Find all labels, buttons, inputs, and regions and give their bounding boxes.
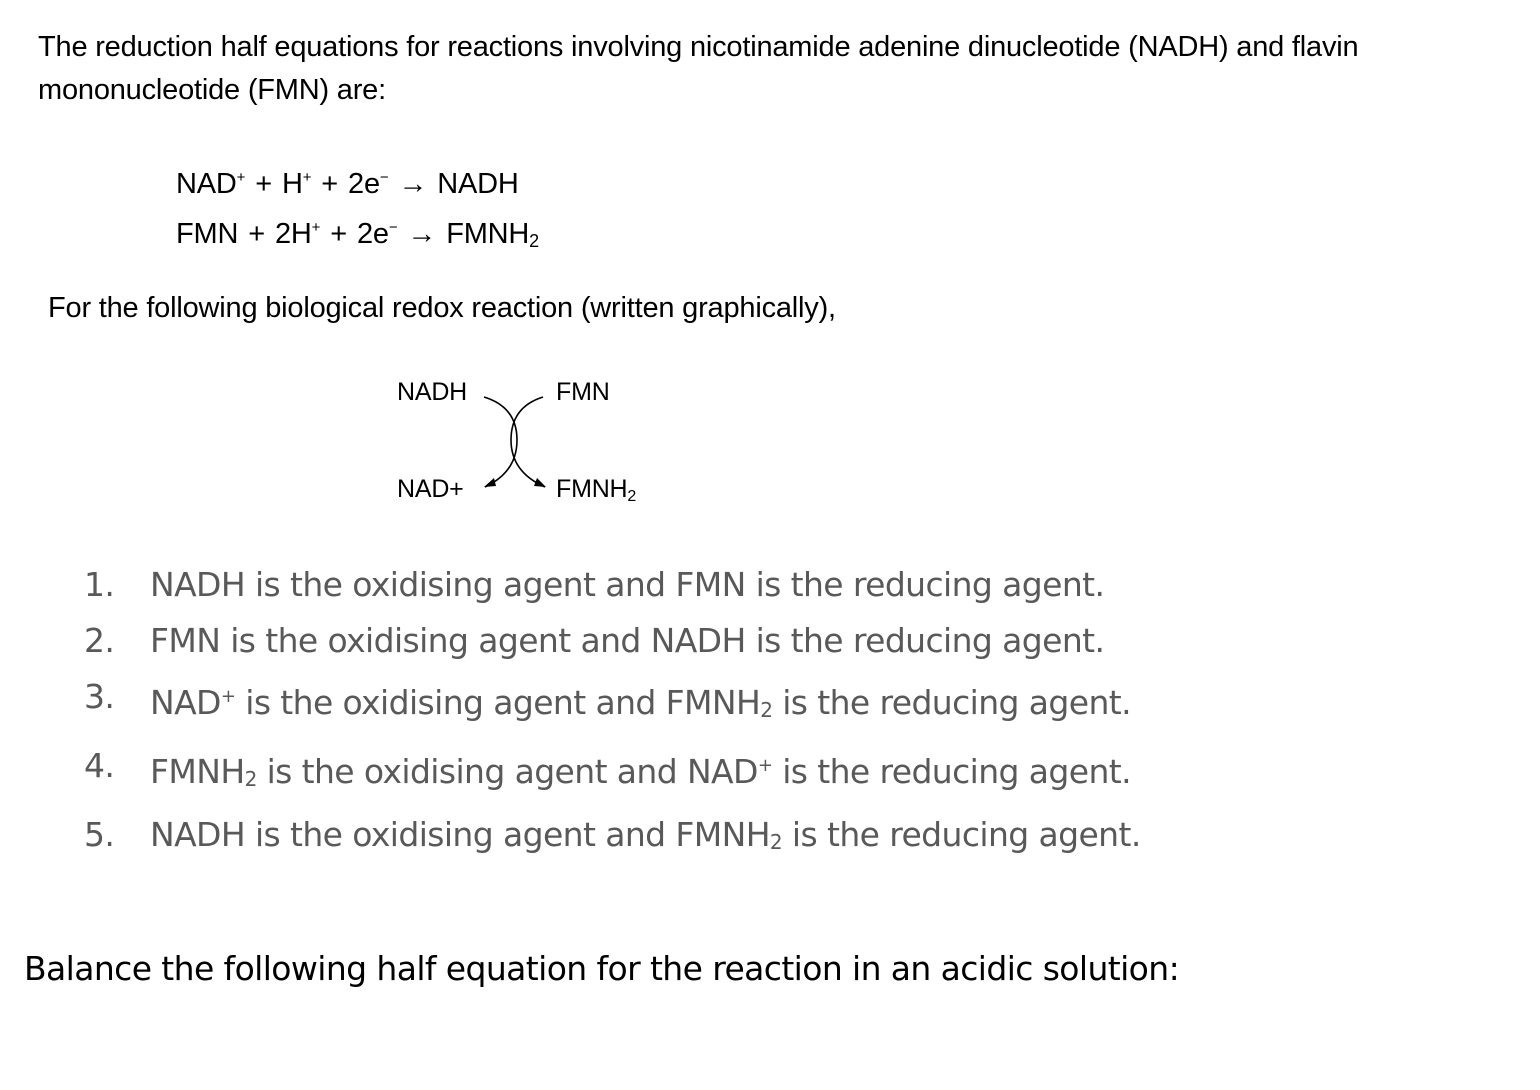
- electrons: 2e: [356, 218, 389, 250]
- product: FMNH: [446, 218, 530, 250]
- redox-diagram: [380, 360, 700, 520]
- option-2[interactable]: [84, 613, 1141, 669]
- option-4[interactable]: [84, 738, 1141, 807]
- label-nad-plus: NAD+: [397, 475, 464, 503]
- reactant: H: [281, 168, 303, 200]
- option-text: $FMNH_2$ is the oxidising agent and NAD+ is the reducing agent.: [150, 752, 1132, 791]
- product: NADH: [437, 168, 519, 200]
- crossing-arrows-icon: [380, 360, 700, 520]
- option-number: 4.: [84, 746, 115, 785]
- option-3[interactable]: [84, 669, 1141, 738]
- reaction-arrow: →: [407, 218, 437, 250]
- charge: +: [236, 169, 246, 186]
- reactant: FMN: [176, 218, 239, 250]
- subscript: 2: [529, 231, 539, 251]
- option-number: 1.: [84, 565, 115, 604]
- reaction-arrow: →: [398, 168, 428, 200]
- option-text: NAD+ is the oxidising agent and $FMNH_2$ is the reducing agent.: [150, 683, 1132, 722]
- option-text: FMN is the oxidising agent and NADH is the reducing agent.: [150, 621, 1105, 660]
- lead-in-text: For the following biological redox reaction (written graphically),: [48, 292, 836, 324]
- plus-sign: +: [321, 168, 339, 200]
- label-nadh: NADH: [397, 378, 468, 406]
- plus-sign: +: [248, 218, 265, 250]
- option-5[interactable]: [84, 807, 1141, 870]
- charge: +: [311, 219, 321, 236]
- option-text: NADH is the oxidising agent and $FMNH_2$ is the reducing agent.: [150, 815, 1141, 854]
- balance-prompt: Balance the following half equation for the reaction in an acidic solution:: [24, 949, 1180, 988]
- charge: +: [302, 169, 312, 186]
- label-fmnh2: $FMNH_2$: [556, 475, 637, 505]
- plus-sign: +: [330, 218, 347, 250]
- electrons: 2e: [348, 168, 380, 200]
- option-number: 3.: [84, 677, 115, 716]
- option-text: NADH is the oxidising agent and FMN is the reducing agent.: [150, 565, 1105, 604]
- option-1[interactable]: [84, 557, 1141, 613]
- option-number: 5.: [84, 815, 115, 854]
- reactant: NAD: [176, 168, 237, 200]
- option-number: 2.: [84, 621, 115, 660]
- charge: −: [379, 169, 389, 186]
- plus-sign: +: [255, 168, 272, 200]
- intro-paragraph: The reduction half equations for reactions involving nicotinamide adenine dinucleotide (NADH) and flavin mononucleotide (FMN) are:: [38, 31, 1359, 106]
- reactant: 2H: [274, 218, 312, 250]
- label-fmn: FMN: [556, 378, 610, 406]
- charge: −: [388, 219, 398, 236]
- answer-options: [84, 557, 1141, 870]
- fmn-half-equation: [176, 206, 539, 263]
- nadh-half-equation: [176, 156, 539, 206]
- half-equations: [176, 156, 539, 263]
